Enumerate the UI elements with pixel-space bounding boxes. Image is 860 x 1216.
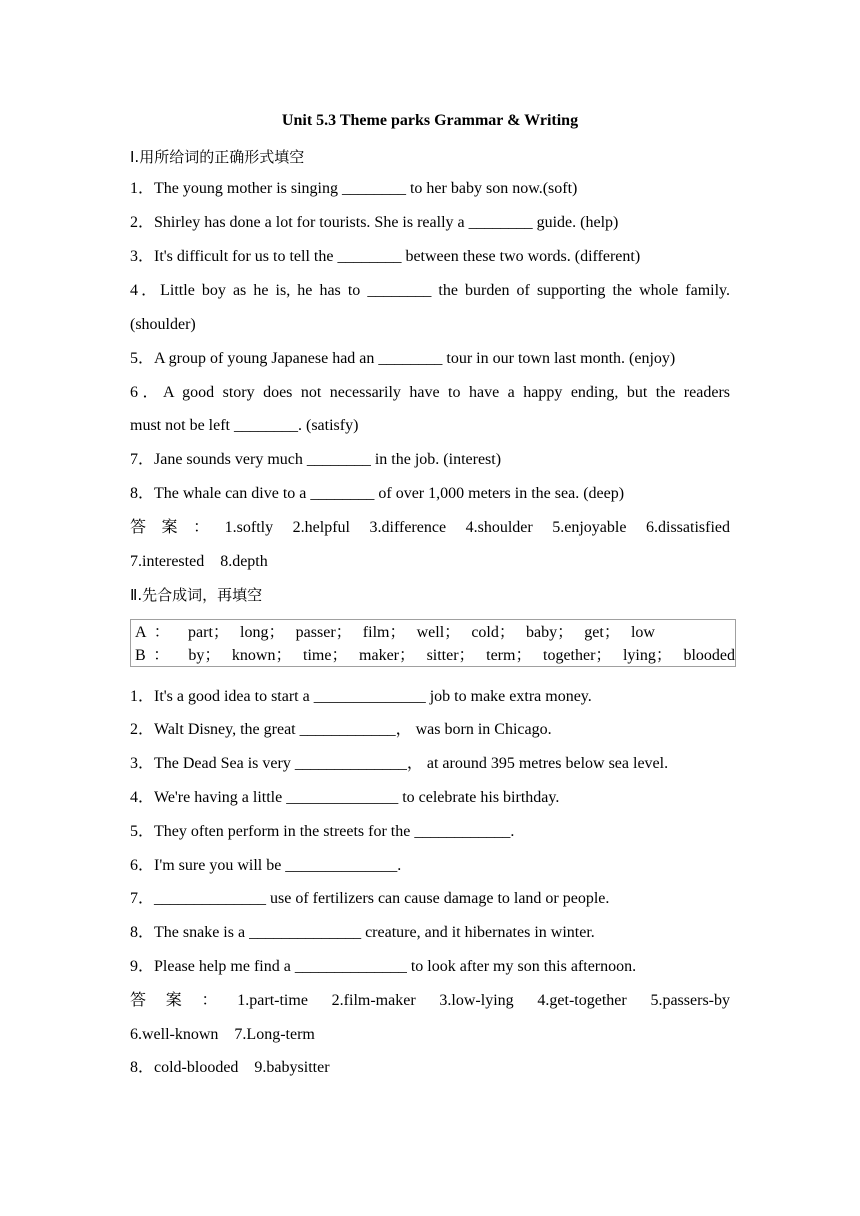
word-box bbox=[130, 619, 736, 667]
section2-item-1: 1．It's a good idea to start a ______________ job to make extra money. bbox=[130, 688, 592, 705]
section1-item-8: 8．The whale can dive to a ________ of over 1,000 meters in the sea. (deep) bbox=[130, 485, 625, 502]
section1-heading: Ⅰ.用所给词的正确形式填空 bbox=[130, 148, 305, 166]
section1-item-7: 7．Jane sounds very much ________ in the job. (interest) bbox=[130, 451, 502, 468]
section1-item-2: 2．Shirley has done a lot for tourists. She is really a ________ guide. (help) bbox=[130, 214, 619, 231]
section1-answer-continued: 7.interested 8.depth bbox=[130, 553, 268, 570]
section2-item-9: 9．Please help me find a ______________ to look after my son this afternoon. bbox=[130, 958, 637, 975]
section2-item-5: 5．They often perform in the streets for the ____________. bbox=[130, 823, 515, 840]
page-title: Unit 5.3 Theme parks Grammar & Writing bbox=[281, 112, 579, 129]
section1-item-4-continued: (shoulder) bbox=[130, 316, 196, 333]
section2-item-4: 4．We're having a little ______________ to celebrate his birthday. bbox=[130, 789, 560, 806]
section2-item-7: 7．______________ use of fertilizers can cause damage to land or people. bbox=[130, 890, 610, 907]
section2-answer-continued: 6.well-known 7.Long-term bbox=[130, 1026, 315, 1043]
section1-item-6-continued: must not be left ________. (satisfy) bbox=[130, 417, 359, 434]
section1-item-1: 1．The young mother is singing ________ to her baby son now.(soft) bbox=[130, 180, 578, 197]
word-row-a: A： part； long； passer； film； well； cold； baby； get； low bbox=[135, 624, 655, 641]
word-row-b: B： by； known； time； maker； sitter； term； together； lying； blooded bbox=[135, 647, 735, 664]
section2-item-3: 3．The Dead Sea is very ______________， at around 395 metres below sea level. bbox=[130, 755, 669, 772]
section1-item-4: 4．Little boy as he is, he has to ________ the burden of supporting the whole family. bbox=[130, 282, 730, 299]
section2-item-8: 8．The snake is a ______________ creature, and it hibernates in winter. bbox=[130, 924, 595, 941]
section1-item-3: 3．It's difficult for us to tell the ________ between these two words. (different) bbox=[130, 248, 641, 265]
section2-heading: Ⅱ.先合成词，再填空 bbox=[130, 586, 263, 604]
section1-item-5: 5．A group of young Japanese had an ________ tour in our town last month. (enjoy) bbox=[130, 350, 676, 367]
section2-answer-continued-2: 8．cold-blooded 9.babysitter bbox=[130, 1059, 330, 1076]
section1-item-6: 6．A good story does not necessarily have to have a happy ending, but the readers bbox=[130, 384, 730, 401]
section2-item-6: 6．I'm sure you will be ______________. bbox=[130, 857, 402, 874]
section2-answer: 答案：1.part-time 2.film-maker 3.low-lying 4.get-together 5.passers-by bbox=[130, 992, 730, 1009]
section1-answer: 答案：1.softly 2.helpful 3.difference 4.shoulder 5.enjoyable 6.dissatisfied bbox=[130, 519, 730, 536]
section2-item-2: 2．Walt Disney, the great ____________， was born in Chicago. bbox=[130, 721, 552, 738]
